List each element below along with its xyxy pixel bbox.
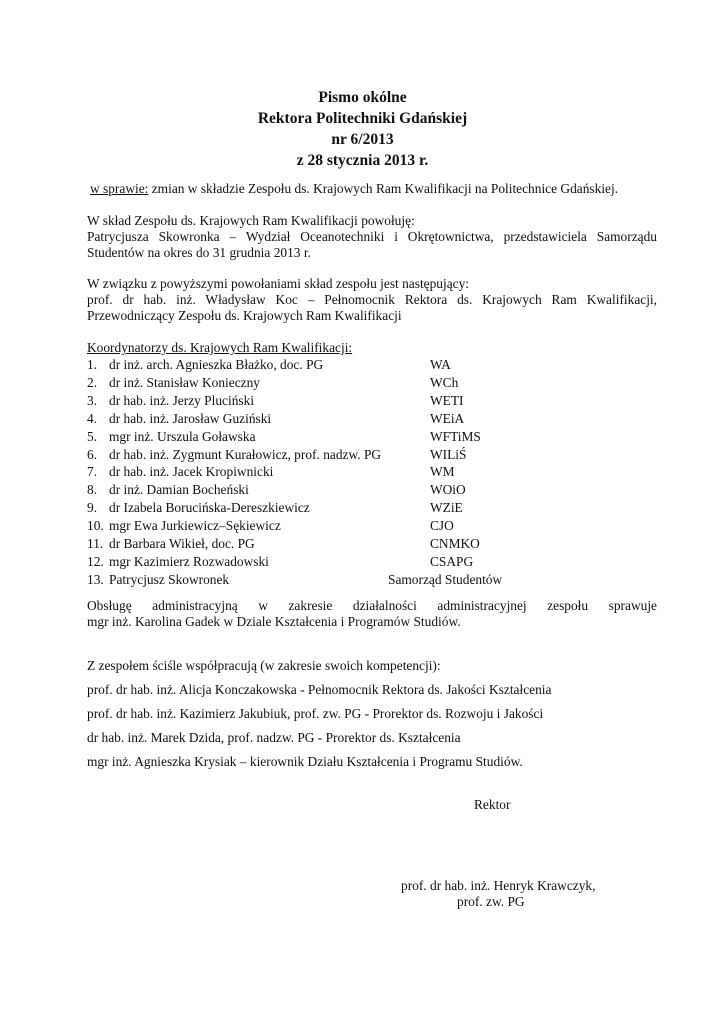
coordinator-unit: WM <box>430 464 455 479</box>
coordinator-number: 4. <box>87 411 98 426</box>
coordinator-name: dr hab. inż. Jarosław Guziński <box>109 411 272 426</box>
coordinator-unit: WCh <box>430 375 459 390</box>
coordinator-unit: CSAPG <box>430 554 474 569</box>
coordinator-unit: Samorząd Studentów <box>388 572 503 587</box>
appointment-line-1: W skład Zespołu ds. Krajowych Ram Kwalifikacji powołuję: <box>87 213 415 228</box>
coordinator-unit: WEiA <box>430 411 465 426</box>
coordinator-name: dr Izabela Borucińska-Dereszkiewicz <box>109 500 310 515</box>
title-line-3: nr 6/2013 <box>331 131 394 148</box>
coordinator-name: dr hab. inż. Jerzy Pluciński <box>109 393 255 408</box>
cooperation-item: prof. dr hab. inż. Kazimierz Jakubiuk, prof. zw. PG - Prorektor ds. Rozwoju i Jakości <box>87 706 544 721</box>
appointment-line-3: Studentów na okres do 31 grudnia 2013 r. <box>87 245 311 260</box>
admin-line-1: Obsługę administracyjną w zakresie działalności administracyjnej zespołu sprawuje <box>87 598 657 613</box>
coordinator-name: dr inż. Damian Bocheński <box>109 482 249 497</box>
coordinator-number: 9. <box>87 500 98 515</box>
coordinator-name: dr hab. inż. Zygmunt Kurałowicz, prof. nadzw. PG <box>109 447 382 462</box>
coordinator-name: mgr inż. Urszula Goławska <box>109 429 256 444</box>
signature-name: prof. dr hab. inż. Henryk Krawczyk, <box>401 878 596 893</box>
coordinator-name: dr inż. Stanisław Konieczny <box>109 375 260 390</box>
composition-line-3: Przewodniczący Zespołu ds. Krajowych Ram Kwalifikacji <box>87 308 402 323</box>
coordinator-name: mgr Ewa Jurkiewicz–Sękiewicz <box>109 518 281 533</box>
coordinator-name: mgr Kazimierz Rozwadowski <box>109 554 269 569</box>
subject-text: zmian w składzie Zespołu ds. Krajowych Ram Kwalifikacji na Politechnice Gdańskiej. <box>148 181 619 196</box>
coordinator-name: dr Barbara Wikieł, doc. PG <box>109 536 255 551</box>
coordinator-unit: WILiŚ <box>430 447 467 462</box>
coordinator-unit: CJO <box>430 518 454 533</box>
coordinator-number: 2. <box>87 375 98 390</box>
cooperation-item: mgr inż. Agnieszka Krysiak – kierownik Działu Kształcenia i Programu Studiów. <box>87 754 523 769</box>
coordinator-number: 6. <box>87 447 98 462</box>
coordinators-heading: Koordynatorzy ds. Krajowych Ram Kwalifikacji: <box>87 340 353 355</box>
coordinator-number: 13. <box>87 572 104 587</box>
composition-line-2: prof. dr hab. inż. Władysław Koc – Pełnomocnik Rektora ds. Krajowych Ram Kwalifikacji, <box>87 292 657 307</box>
coordinator-number: 3. <box>87 393 98 408</box>
subject-line <box>90 181 618 197</box>
composition-line-1: W związku z powyższymi powołaniami skład zespołu jest następujący: <box>87 276 470 291</box>
coordinator-number: 5. <box>87 429 98 444</box>
coordinator-unit: WZiE <box>430 500 463 515</box>
title-line-2: Rektora Politechniki Gdańskiej <box>257 110 468 127</box>
coordinator-unit: WA <box>430 357 451 372</box>
signature-title: prof. zw. PG <box>457 894 525 909</box>
coordinator-name: dr inż. arch. Agnieszka Błażko, doc. PG <box>109 357 324 372</box>
coordinator-unit: WFTiMS <box>430 429 481 444</box>
subject-label: w sprawie: <box>90 181 149 196</box>
appointment-line-2: Patrycjusza Skowronka – Wydział Oceanotechniki i Okrętownictwa, przedstawiciela Samorządu <box>87 229 657 244</box>
coordinator-unit: WOiO <box>430 482 466 497</box>
admin-line-2: mgr inż. Karolina Gadek w Dziale Kształcenia i Programów Studiów. <box>87 614 461 629</box>
coordinator-number: 8. <box>87 482 98 497</box>
coordinator-number: 10. <box>87 518 104 533</box>
coordinator-name: Patrycjusz Skowronek <box>109 572 230 587</box>
signature-role: Rektor <box>474 797 511 812</box>
cooperation-item: prof. dr hab. inż. Alicja Konczakowska - Pełnomocnik Rektora ds. Jakości Kształcenia <box>87 682 552 697</box>
cooperation-item: dr hab. inż. Marek Dzida, prof. nadzw. PG - Prorektor ds. Kształcenia <box>87 730 461 745</box>
coordinator-name: dr hab. inż. Jacek Kropiwnicki <box>109 464 274 479</box>
title-line-1: Pismo okólne <box>318 89 407 106</box>
coordinator-unit: WETI <box>430 393 464 408</box>
coordinator-number: 1. <box>87 357 98 372</box>
coordinator-number: 11. <box>87 536 104 551</box>
document-title <box>0 87 725 171</box>
coordinator-unit: CNMKO <box>430 536 480 551</box>
title-line-4: z 28 stycznia 2013 r. <box>296 152 429 169</box>
cooperation-intro: Z zespołem ściśle współpracują (w zakresie swoich kompetencji): <box>87 658 441 673</box>
coordinator-number: 7. <box>87 464 98 479</box>
coordinator-number: 12. <box>87 554 104 569</box>
